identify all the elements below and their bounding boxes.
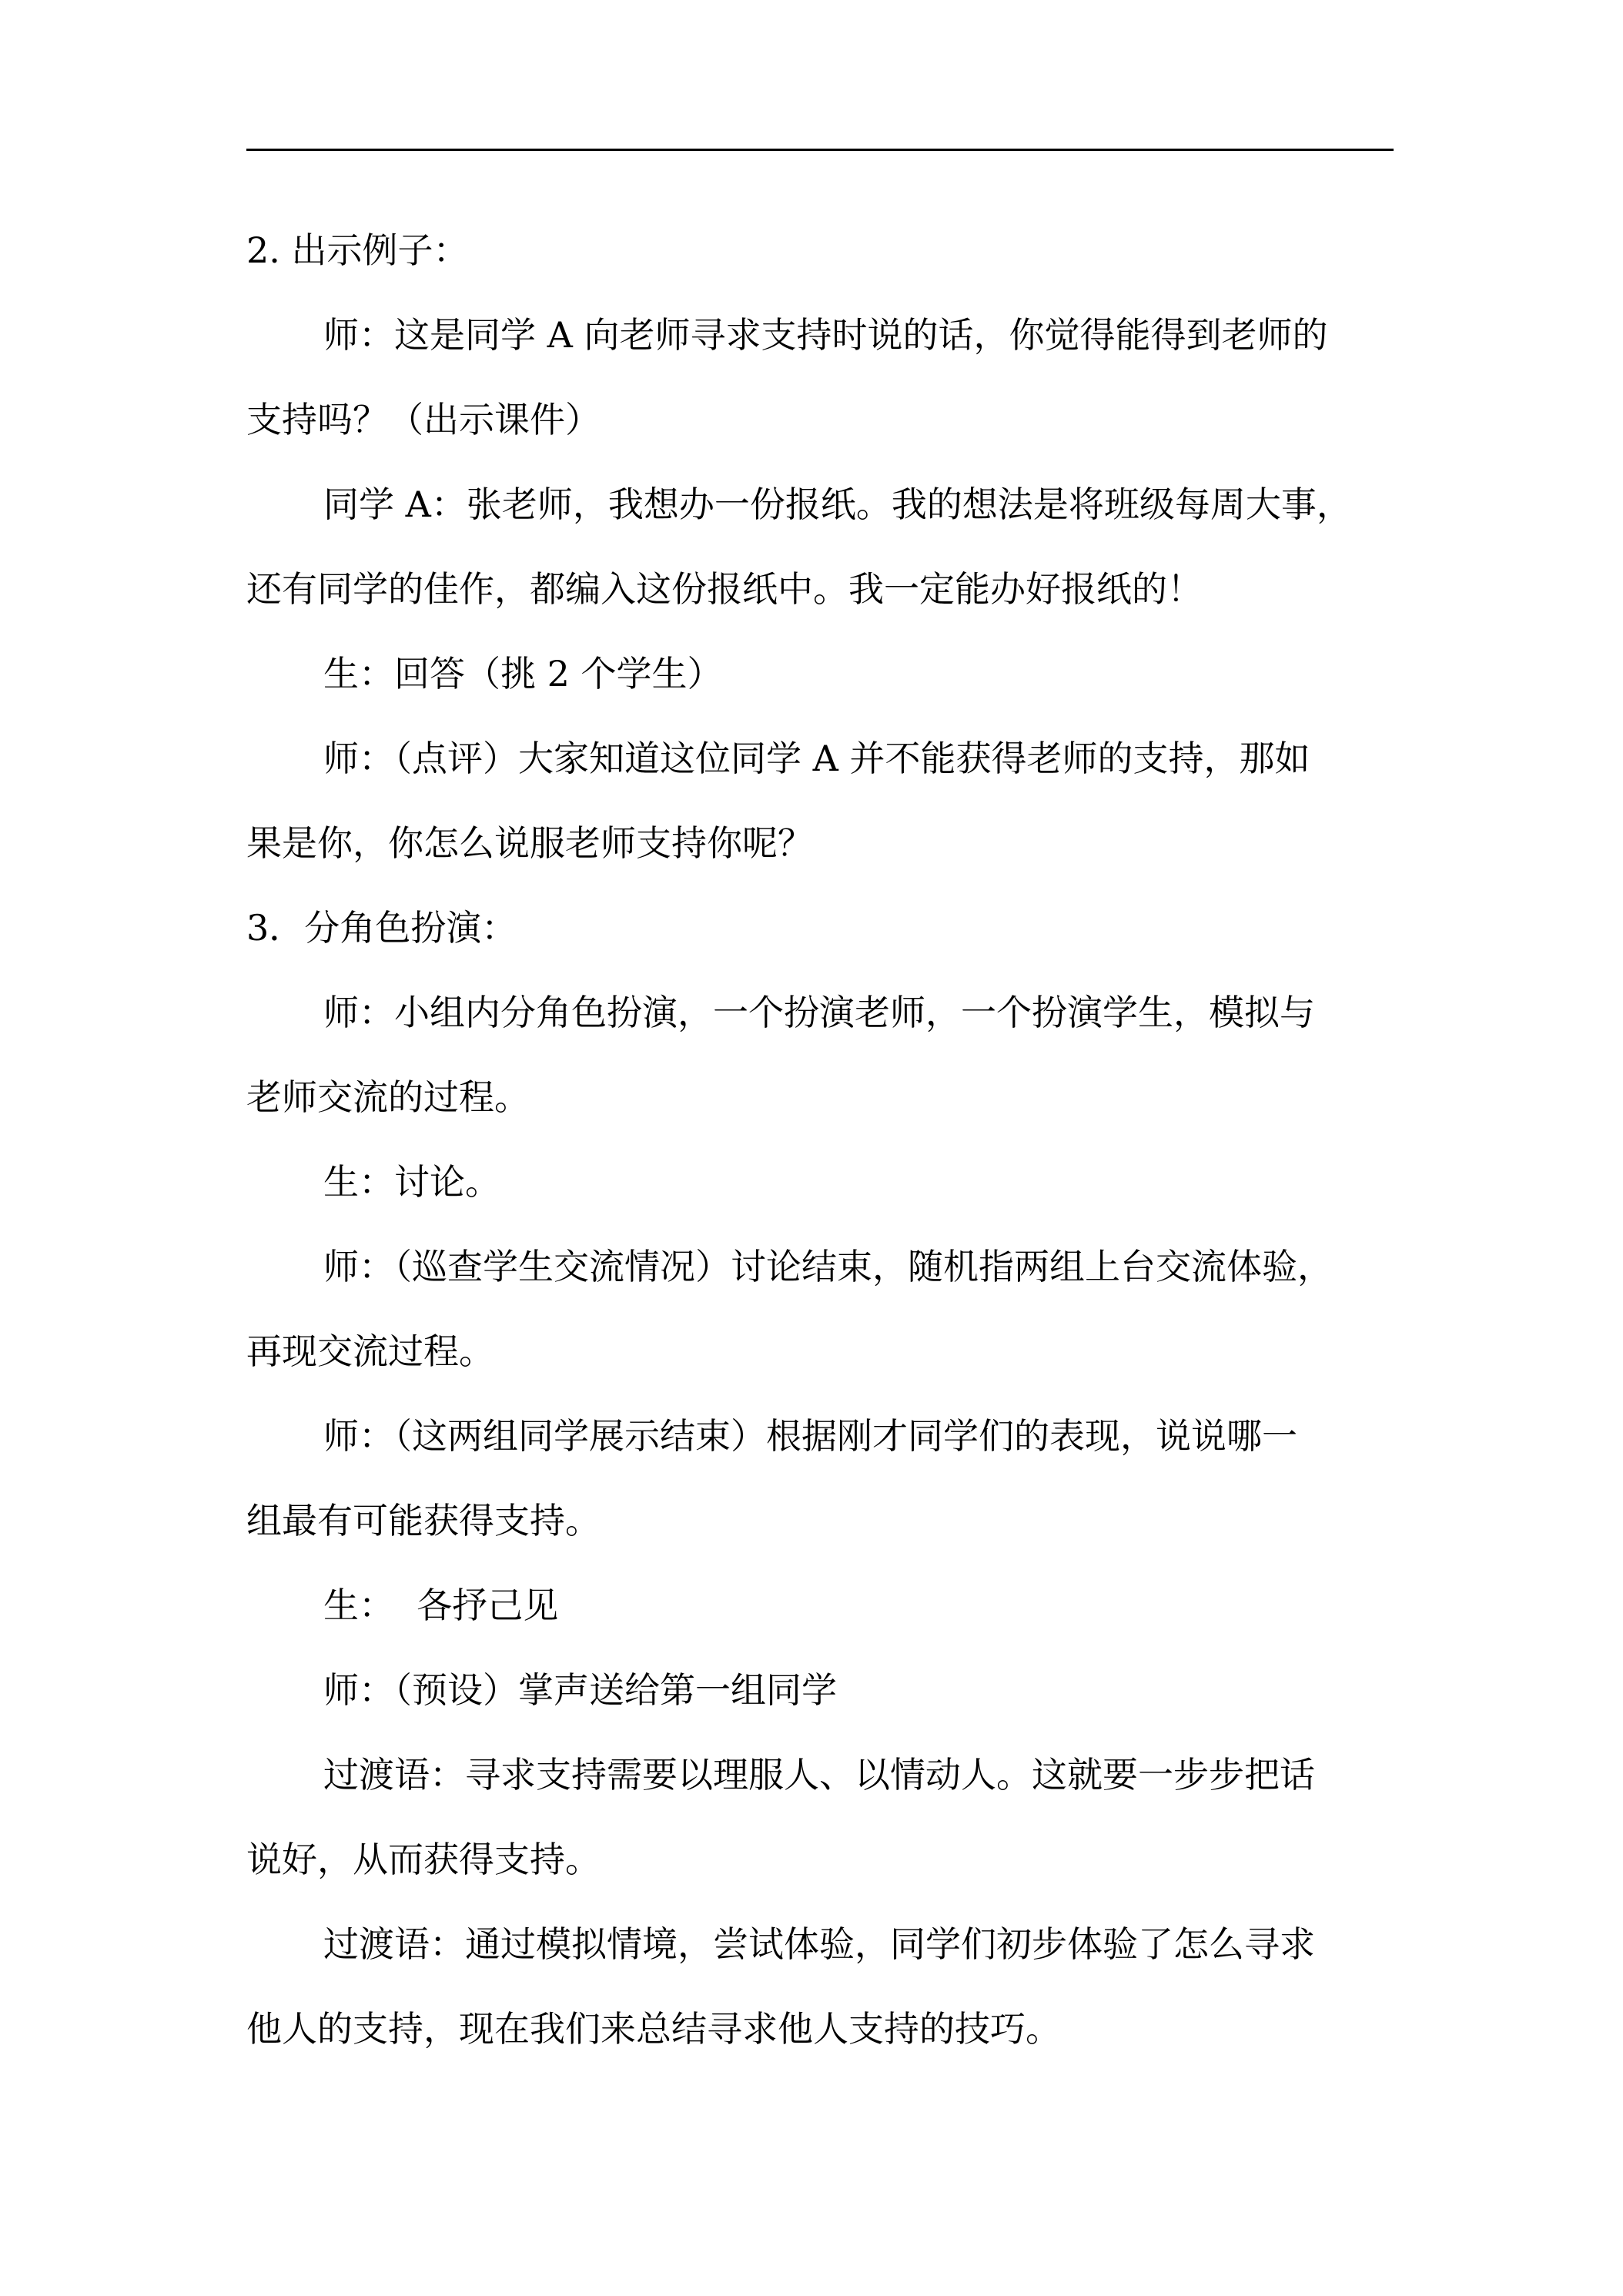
- header-rule: [246, 149, 1394, 151]
- paragraph-line: 师：小组内分角色扮演，一个扮演老师，一个扮演学生，模拟与: [323, 992, 1315, 1033]
- paragraph-line: 支持吗？（出示课件）: [246, 399, 601, 440]
- paragraph-line: 过渡语：寻求支持需要以理服人、以情动人。这就要一步步把话: [323, 1754, 1315, 1796]
- paragraph-line: 同学 A：张老师，我想办一份报纸。我的想法是将班级每周大事，: [323, 484, 1352, 525]
- section-heading-role-play: 3．分角色扮演：: [246, 907, 517, 949]
- paragraph-line: 师：（点评）大家知道这位同学 A 并不能获得老师的支持，那如: [323, 738, 1310, 779]
- paragraph-line: 说好，从而获得支持。: [246, 1839, 601, 1880]
- paragraph-line: 师：（这两组同学展示结束）根据刚才同学们的表现，说说哪一: [323, 1415, 1297, 1457]
- paragraph-line: 老师交流的过程。: [246, 1076, 530, 1118]
- paragraph-line: 生： 各抒己见: [323, 1585, 559, 1626]
- paragraph-line: 师：这是同学 A 向老师寻求支持时说的话，你觉得能得到老师的: [323, 314, 1328, 356]
- paragraph-line: 他人的支持，现在我们来总结寻求他人支持的技巧。: [246, 2008, 1061, 2050]
- paragraph-line: 再现交流过程。: [246, 1330, 494, 1372]
- paragraph-line: 生：回答（挑 2 个学生）: [323, 653, 723, 694]
- paragraph-line: 还有同学的佳作，都编入这份报纸中。我一定能办好报纸的！: [246, 568, 1203, 610]
- paragraph-line: 果是你，你怎么说服老师支持你呢？: [246, 822, 813, 864]
- paragraph-line: 生：讨论。: [323, 1161, 500, 1203]
- paragraph-line: 师：（巡查学生交流情况）讨论结束，随机指两组上台交流体验，: [323, 1246, 1333, 1287]
- section-heading-examples: 2. 出示例子：: [246, 229, 469, 271]
- document-body: [246, 208, 1394, 2071]
- paragraph-line: 师：（预设）掌声送给第一组同学: [323, 1669, 837, 1711]
- paragraph-line: 组最有可能获得支持。: [246, 1500, 601, 1541]
- paragraph-line: 过渡语：通过模拟情境，尝试体验，同学们初步体验了怎么寻求: [323, 1923, 1315, 1965]
